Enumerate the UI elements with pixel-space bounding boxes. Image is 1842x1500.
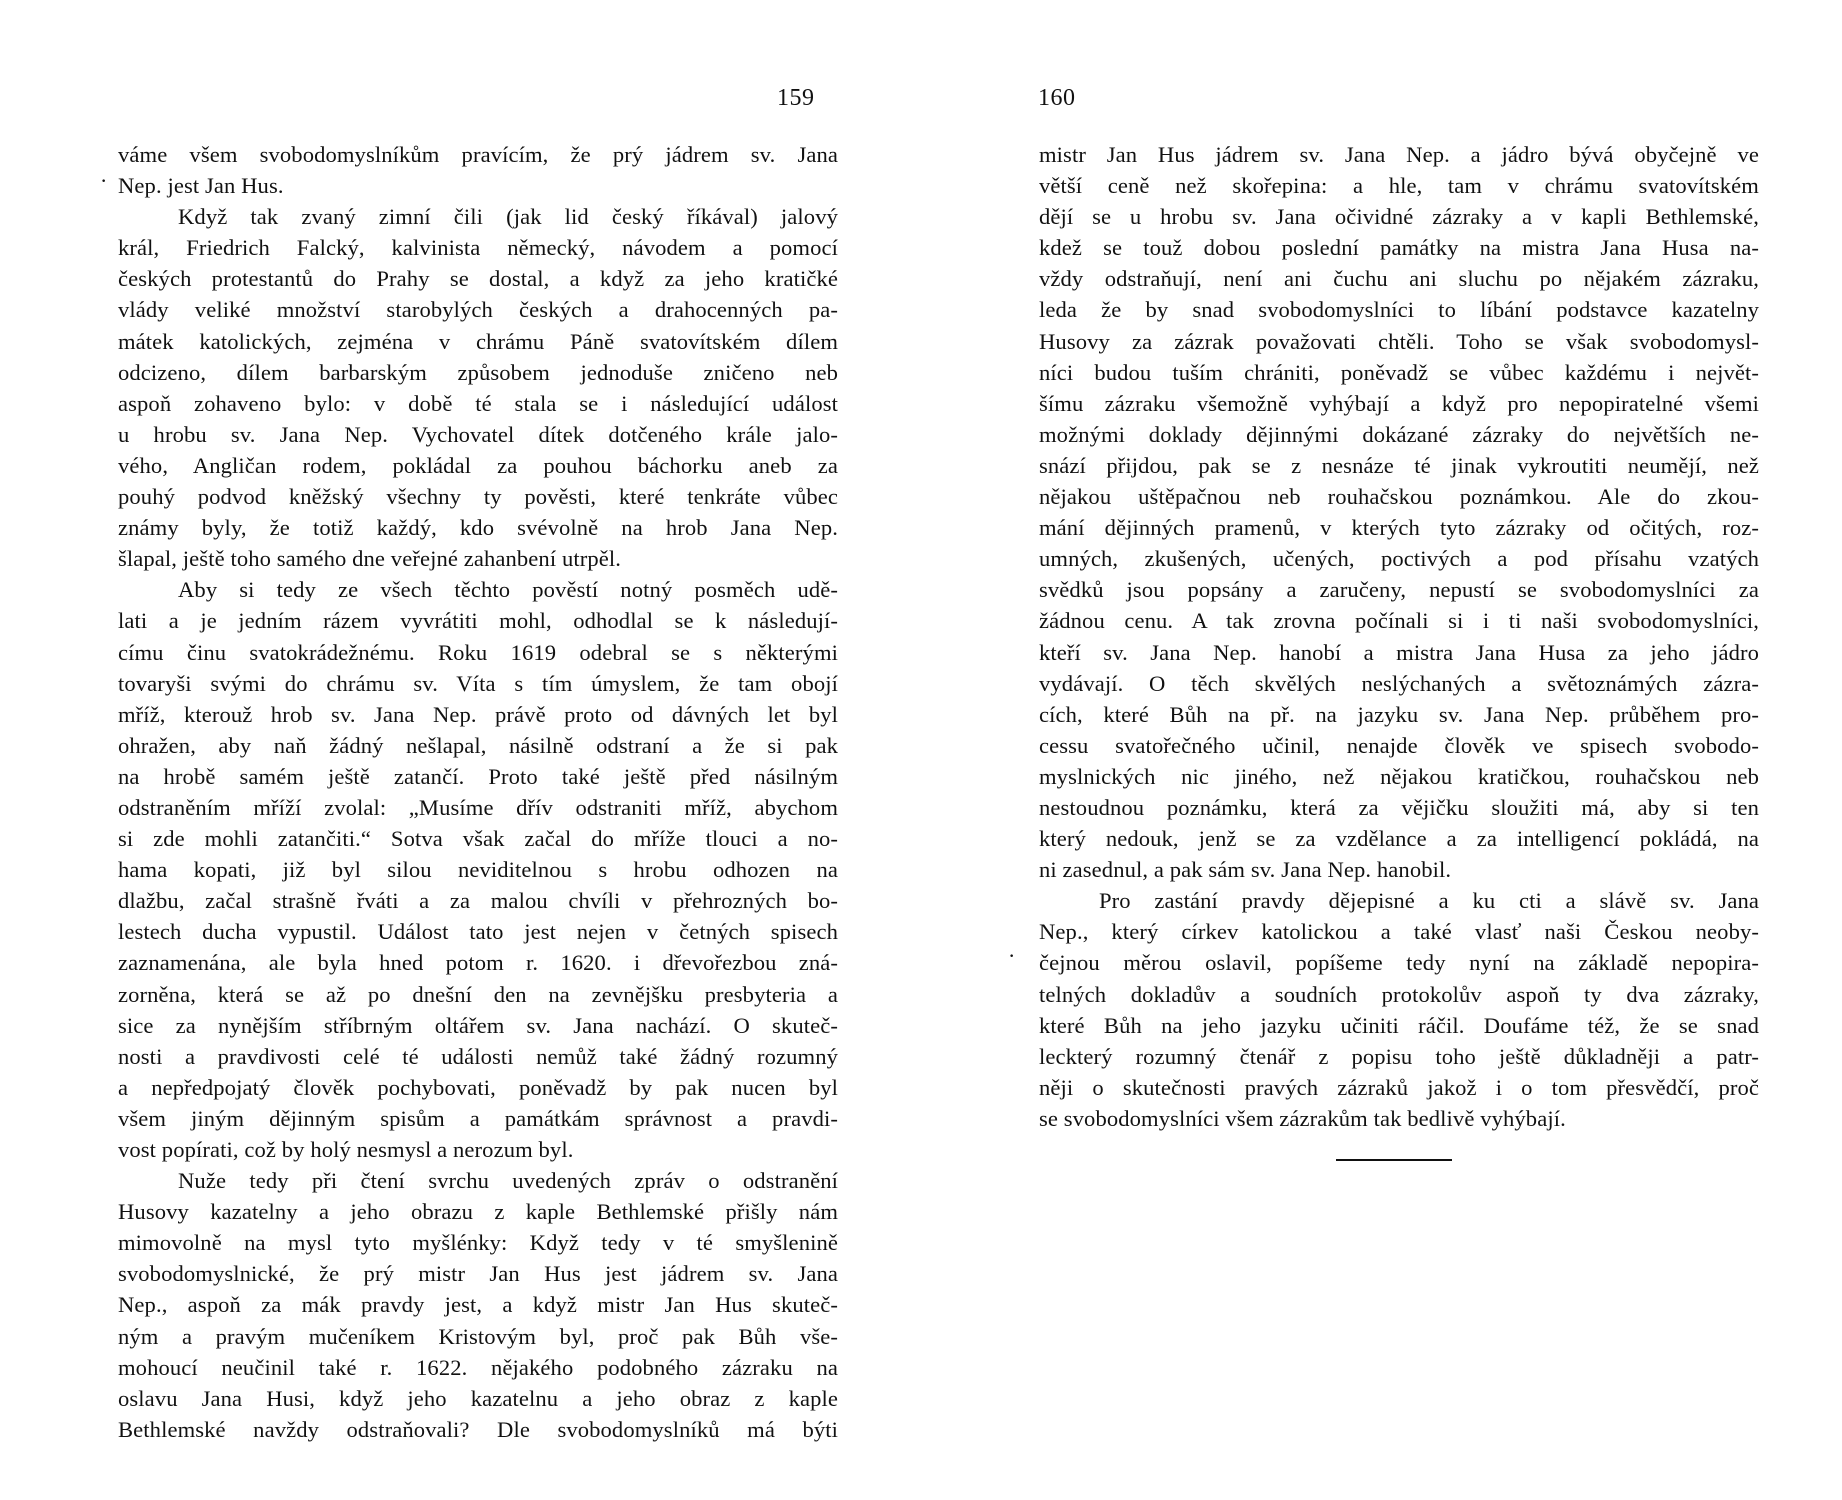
- text-line: snází přijdou, pak se z nesnáze té jinak vykroutiti neumějí, než: [1039, 452, 1759, 478]
- text-line: cessu svatořečného učinil, nenajde člověk ve spisech svobodo-: [1039, 732, 1759, 758]
- text-line: čejnou měrou oslavil, popíšeme tedy nyní na základě nepopira-: [1039, 950, 1759, 976]
- text-line: myslnických nic jiného, než nějakou kratičkou, rouhačskou neb: [1039, 763, 1759, 789]
- text-line: mohoucí neučinil také r. 1622. nějakého podobného zázraku na: [118, 1354, 838, 1380]
- text-line: všem jiným dějinným spisům a památkám správnost a pravdi-: [118, 1105, 838, 1131]
- text-line: žádnou cenu. A tak zrovna počínali si i ti naši svobodomyslníci,: [1039, 608, 1759, 634]
- text-line: hama kopati, již byl silou neviditelnou s hrobu odhozen na: [118, 857, 838, 883]
- text-line: Nep. jest Jan Hus.: [118, 173, 284, 199]
- right-page: [921, 0, 1842, 1500]
- text-line: ni zasednul, a pak sám sv. Jana Nep. hanobil.: [1039, 857, 1452, 883]
- text-line: možnými doklady dějinnými dokázané zázraky do největších ne-: [1039, 421, 1759, 447]
- text-line: vydávají. O těch skvělých neslýchaných a světoznámých zázra-: [1039, 670, 1759, 696]
- text-line: lati a je jedním rázem vyvrátiti mohl, odhodlal se k následují-: [118, 608, 838, 634]
- text-line: dějí se u hrobu sv. Jana očividné zázraky a v kapli Bethlemské,: [1039, 204, 1759, 230]
- text-line: aspoň zohaveno bylo: v době té stala se i následující událost: [118, 390, 838, 416]
- text-line: nějakou uštěpačnou neb rouhačskou poznámkou. Ale do zkou-: [1039, 484, 1759, 510]
- text-line: leda že by snad svobodomyslníci to líbání podstavce kazatelny: [1039, 297, 1759, 323]
- text-line: Nuže tedy při čtení svrchu uvedených zpráv o odstranění: [178, 1168, 838, 1194]
- text-line: címu činu svatokrádežnému. Roku 1619 odebral se s některými: [118, 639, 838, 665]
- text-line: váme všem svobodomyslníkům pravícím, že prý jádrem sv. Jana: [118, 142, 838, 167]
- text-line: mimovolně na mysl tyto myšlénky: Když tedy v té smyšlenině: [118, 1230, 838, 1256]
- text-line: který nedouk, jenž se za vzdělance a za intelligencí pokládá, na: [1039, 826, 1759, 852]
- text-line: telných dokladův a soudních protokolův aspoň ty dva zázraky,: [1039, 981, 1759, 1007]
- margin-mark: ·: [100, 168, 108, 193]
- text-line: mátek katolických, zejména v chrámu Páně svatovítském dílem: [118, 328, 838, 354]
- text-line: zorněna, která se až po dnešní den na zevnějšku presbyteria a: [118, 981, 838, 1007]
- text-line: svědků jsou popsány a zaručeny, nepustí se svobodomyslníci za: [1039, 577, 1759, 603]
- text-line: a nepředpojatý člověk pochybovati, poněvadž by pak nucen byl: [118, 1074, 838, 1100]
- text-line: mříž, kterouž hrob sv. Jana Nep. právě proto od dávných let byl: [118, 701, 838, 727]
- text-line: se svobodomyslníci všem zázrakům tak bedlivě vyhýbají.: [1039, 1105, 1566, 1131]
- section-end-rule: [1336, 1159, 1452, 1161]
- text-line: odcizeno, dílem barbarským způsobem jednoduše zničeno neb: [118, 359, 838, 385]
- text-line: něji o skutečnosti pravých zázraků jakož i o tom přesvědčí, proč: [1039, 1074, 1759, 1100]
- text-line: Husovy za zázrak považovati chtěli. Toho se však svobodomysl-: [1039, 328, 1759, 354]
- text-line: vždy odstraňují, není ani čuchu ani sluchu po nějakém zázraku,: [1039, 266, 1759, 292]
- text-line: šímu zázraku všemožně vyhýbají a když pro nepopiratelné všemi: [1039, 390, 1759, 416]
- text-line: sice za nynějším stříbrným oltářem sv. Jana nachází. O skuteč-: [118, 1012, 838, 1038]
- text-line: nestoudnou poznámku, která za vějičku sloužiti má, aby si ten: [1039, 794, 1759, 820]
- text-line: Husovy kazatelny a jeho obrazu z kaple Bethlemské přišly nám: [118, 1199, 838, 1225]
- text-line: král, Friedrich Falcký, kalvinista německý, návodem a pomocí: [118, 235, 838, 261]
- text-line: Aby si tedy ze všech těchto pověstí notný posměch udě-: [178, 577, 838, 603]
- text-line: oslavu Jana Husi, když jeho kazatelnu a jeho obraz z kaple: [118, 1385, 838, 1411]
- margin-mark: ·: [1008, 943, 1016, 968]
- text-line: kdež se touž dobou poslední památky na mistra Jana Husa na-: [1039, 235, 1759, 261]
- text-line: nosti a pravdivosti celé té události nemůž také žádný rozumný: [118, 1043, 838, 1069]
- page-text: [118, 139, 838, 1445]
- text-line: lestech ducha vypustil. Událost tato jest nejen v četných spisech: [118, 919, 838, 945]
- text-line: Pro zastání pravdy dějepisné a ku cti a slávě sv. Jana: [1099, 888, 1759, 914]
- text-line: na hrobě samém ještě zatančí. Proto také ještě před násilným: [118, 763, 838, 789]
- text-line: kteří sv. Jana Nep. hanobí a mistra Jana Husa za jeho jádro: [1039, 639, 1759, 665]
- text-line: umných, zkušených, učených, poctivých a pod přísahu vzatých: [1039, 546, 1759, 572]
- text-line: mání dějinných pramenů, v kterých tyto zázraky od očitých, roz-: [1039, 515, 1759, 541]
- page-text: [1039, 139, 1759, 1134]
- text-line: známy byly, že totiž každý, kdo svévolně na hrob Jana Nep.: [118, 515, 838, 541]
- text-line: Nep., který církev katolickou a také vlasť naši Českou neoby-: [1039, 919, 1759, 945]
- text-line: ným a pravým mučeníkem Kristovým byl, proč pak Bůh vše-: [118, 1323, 838, 1349]
- text-line: cích, které Bůh na př. na jazyku sv. Jana Nep. průběhem pro-: [1039, 701, 1759, 727]
- text-line: svobodomyslnické, že prý mistr Jan Hus jest jádrem sv. Jana: [118, 1261, 838, 1287]
- text-line: ohražen, aby naň žádný nešlapal, násilně odstraní a že si pak: [118, 732, 838, 758]
- page-number: 160: [1038, 85, 1076, 111]
- text-line: pouhý podvod kněžský všechny ty pověsti, které tenkráte vůbec: [118, 484, 838, 510]
- text-line: Když tak zvaný zimní čili (jak lid český říkával) jalový: [178, 204, 838, 230]
- text-line: u hrobu sv. Jana Nep. Vychovatel dítek dotčeného krále jalo-: [118, 421, 838, 447]
- text-line: vlády veliké množství starobylých českých a drahocenných pa-: [118, 297, 838, 323]
- text-line: dlažbu, začal strašně řváti a za malou chvíli v přehrozných bo-: [118, 888, 838, 914]
- text-line: níci budou tuším chrániti, poněvadž se vůbec každému i největ-: [1039, 359, 1759, 385]
- text-line: si zde mohli zatančiti.“ Sotva však začal do mříže tlouci a no-: [118, 826, 838, 852]
- text-line: šlapal, ještě toho samého dne veřejné zahanbení utrpěl.: [118, 546, 622, 572]
- text-line: vost popírati, což by holý nesmysl a nerozum byl.: [118, 1137, 574, 1162]
- text-line: Bethlemské navždy odstraňovali? Dle svobodomyslníků má býti: [118, 1416, 838, 1442]
- text-line: zaznamenána, ale byla hned potom r. 1620. i dřevořezbou zná-: [118, 950, 838, 976]
- text-line: které Bůh na jeho jazyku učiniti ráčil. Doufáme též, že se snad: [1039, 1012, 1759, 1038]
- text-line: mistr Jan Hus jádrem sv. Jana Nep. a jádro bývá obyčejně ve: [1039, 142, 1759, 167]
- text-line: českých protestantů do Prahy se dostal, a když za jeho kratičké: [118, 266, 838, 292]
- text-line: vého, Angličan rodem, pokládal za pouhou báchorku aneb za: [118, 452, 838, 478]
- text-line: odstraněním mříží zvolal: „Musíme dřív odstraniti mříž, abychom: [118, 794, 838, 820]
- text-line: větší ceně než skořepina: a hle, tam v chrámu svatovítském: [1039, 173, 1759, 199]
- text-line: Nep., aspoň za mák pravdy jest, a když mistr Jan Hus skuteč-: [118, 1292, 838, 1318]
- text-line: tovaryši svými do chrámu sv. Víta s tím úmyslem, že tam obojí: [118, 670, 838, 696]
- page-number: 159: [777, 85, 815, 111]
- text-line: leckterý rozumný čtenář z popisu toho ještě důkladněji a patr-: [1039, 1043, 1759, 1069]
